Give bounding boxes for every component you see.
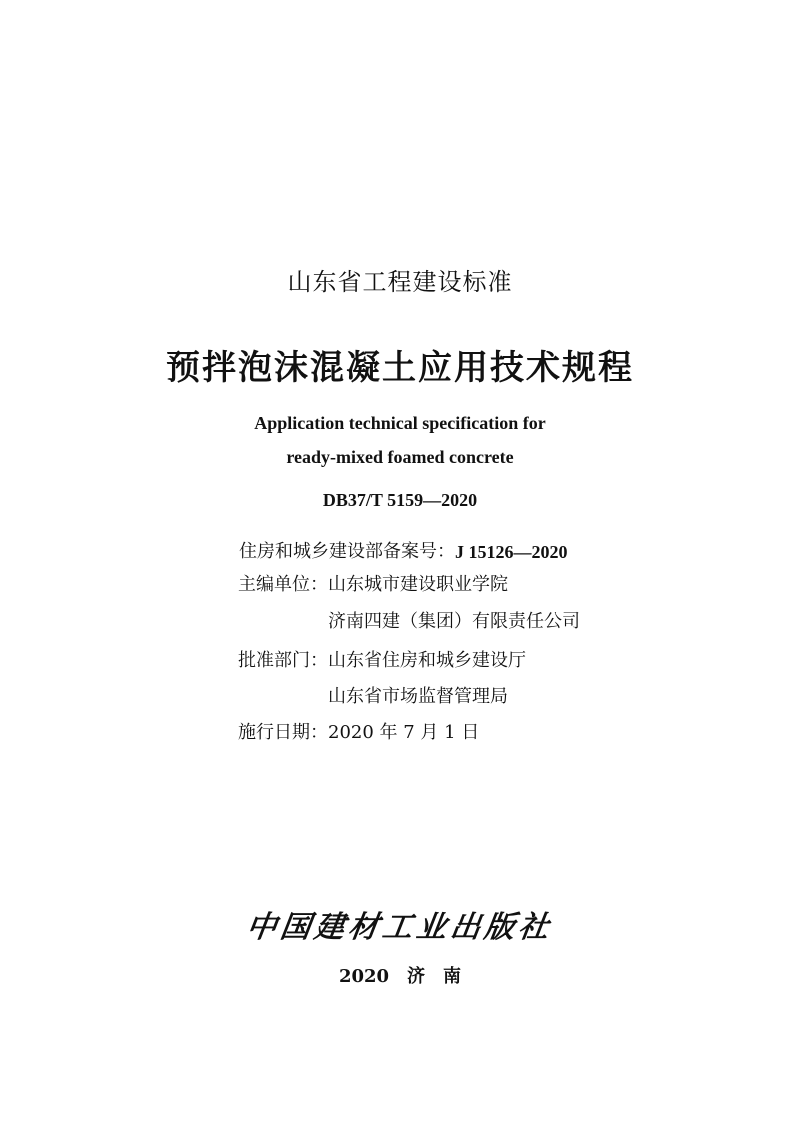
effective-date: 2020 年 7 月 1 日	[328, 722, 480, 743]
publication-year-city: 2020 济 南	[338, 966, 462, 987]
english-title-line-2: ready-mixed foamed concrete	[286, 447, 514, 467]
chief-editor-1: 山东城市建设职业学院	[328, 574, 508, 595]
english-title	[0, 406, 800, 474]
filing-number: J 15126—2020	[455, 542, 568, 562]
series-title: 山东省工程建设标准	[287, 268, 513, 296]
document-title: 预拌泡沫混凝土应用技术规程	[166, 348, 634, 388]
filing-label: 住房和城乡建设部备案号：	[239, 541, 455, 562]
approver-1: 山东省住房和城乡建设厅	[328, 650, 526, 671]
approvers-label: 批准部门：	[238, 650, 328, 671]
effective-date-label: 施行日期：	[238, 722, 328, 743]
approver-2: 山东省市场监督管理局	[328, 686, 508, 707]
english-title-line-1: Application technical specification for	[254, 413, 546, 433]
chief-editor-2: 济南四建（集团）有限责任公司	[328, 611, 580, 632]
chief-editors-label: 主编单位：	[238, 574, 328, 595]
publisher-logo: 中国建材工业出版社	[244, 910, 555, 945]
standard-number: DB37/T 5159—2020	[322, 490, 478, 510]
